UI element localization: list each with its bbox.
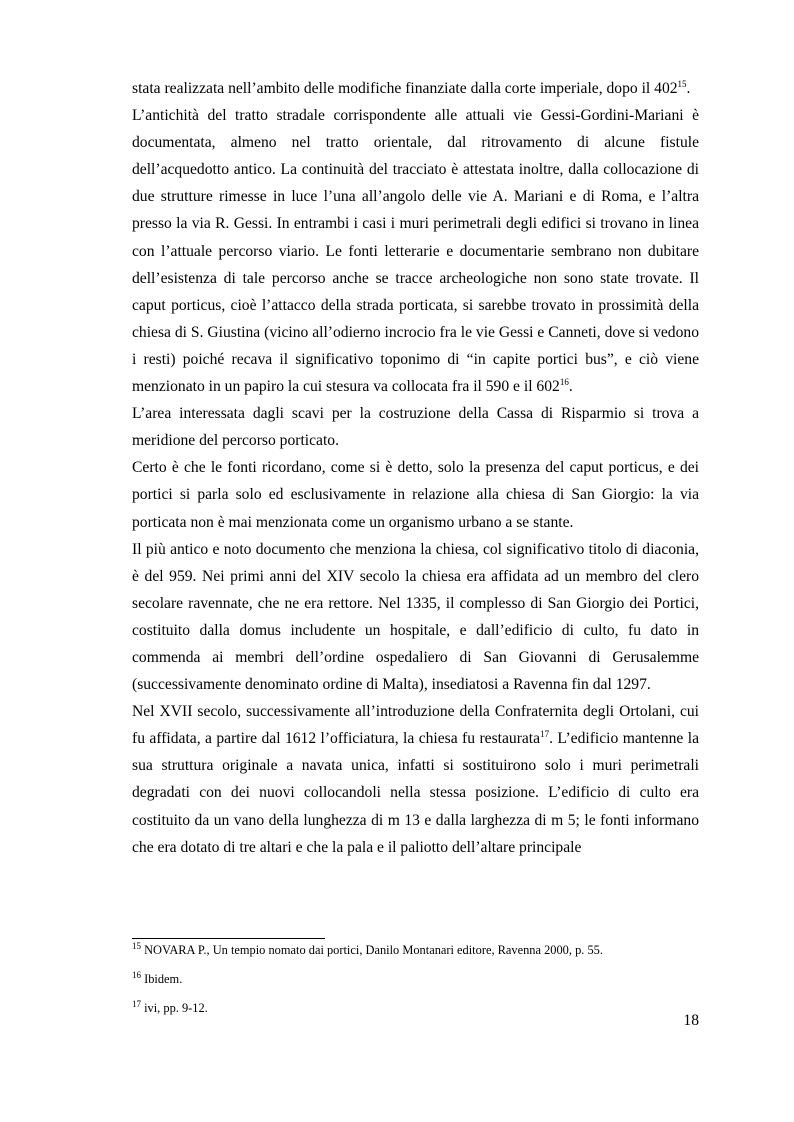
page-number: 18	[683, 1012, 699, 1029]
paragraph-text: .	[686, 80, 691, 97]
paragraph-text: L’area interessata dagli scavi per la costruzione della Cassa di Risparmio si trova a meridione del percorso porticato.	[132, 405, 699, 450]
paragraph-text: Il più antico e noto documento che menziona la chiesa, col significativo titolo di diaconia, è del 959. Nei primi anni del XIV secolo la chiesa era affidata ad un membro del clero secolare ravennate, che ne era rettore. Nel 1335, il complesso di San Giorgio dei Portici, costituito dalla domus includente un hospitale, e dall’edificio di culto, fu dato in commenda ai membri dell’ordine ospedaliero di San Giovanni di Gerusalemme (successivamente denominato ordine di Malta), insediatosi a Ravenna fin dal 1297.	[132, 540, 699, 694]
footnote-reference: 15	[677, 78, 687, 89]
footnote	[132, 969, 699, 987]
paragraph-text: .	[568, 378, 573, 396]
page-body	[132, 75, 699, 861]
paragraph-text: Nel XVII secolo, successivamente all’introduzione della Confraternita degli Ortolani, cui fu affidata, a partire dal 1612 l’officiatura, la chiesa fu restaurata	[132, 703, 699, 748]
paragraph-text: stata realizzata nell’ambito delle modifiche finanziate dalla corte imperiale, dopo il 402	[132, 80, 678, 97]
footnote	[132, 998, 699, 1016]
footnote	[132, 940, 699, 958]
footnote-text: Ibidem.	[141, 972, 183, 986]
footnote-separator	[132, 938, 325, 939]
footnote-number: 15	[132, 940, 141, 951]
footnote-text: ivi, pp. 9-12.	[141, 1001, 208, 1015]
footnote-reference: 17	[540, 729, 550, 740]
footnote-reference: 16	[559, 376, 569, 387]
footnotes	[132, 940, 699, 1016]
paragraph	[132, 102, 699, 400]
body-text	[132, 75, 699, 861]
footnote-number: 17	[132, 998, 141, 1009]
paragraph-text: Certo è che le fonti ricordano, come si è detto, solo la presenza del caput porticus, e dei portici si parla solo ed esclusivamente in relazione alla chiesa di San Giorgio: la via porticata non è mai menzionata come un organismo urbano a se stante.	[132, 459, 699, 531]
paragraph-text: . L’edificio mantenne la sua struttura originale a navata unica, infatti si sostituirono solo i muri perimetrali degradati con dei nuovi collocandoli nella stessa posizione. L’edificio di culto era costituito da un vano della lunghezza di m 13 e dalla larghezza di m 5; le fonti informano che era dotato di tre altari e che la pala e il paliotto dell’altare principale	[132, 730, 699, 856]
paragraph	[132, 75, 699, 102]
footnote-text: NOVARA P., Un tempio nomato dai portici, Danilo Montanari editore, Ravenna 2000, p. 55.	[141, 943, 603, 957]
paragraph-text: L’antichità del tratto stradale corrispondente alle attuali vie Gessi-Gordini-Mariani è documentata, almeno nel tratto orientale, dal ritrovamento di alcune fistule dell’acquedotto antico. La continuità del tracciato è attestata inoltre, dalla collocazione di due strutture rimesse in luce l’una all’angolo delle vie A. Mariani e di Roma, e l’altra presso la via R. Gessi. In entrambi i casi i muri perimetrali degli edifici si trovano in linea con l’attuale percorso viario. Le fonti letterarie e documentarie sembrano non dubitare dell’esistenza di tale percorso anche se tracce archeologiche non sono state trovate. Il caput porticus, cioè l’attacco della strada porticata, si sarebbe trovato in prossimità della chiesa di S. Giustina (vicino all’odierno incrocio fra le vie Gessi e Canneti, dove si vedono i resti) poiché recava il significativo toponimo di “in capite portici bus”, e ciò viene menzionato in un papiro la cui stesura va collocata fra il 590 e il 602	[132, 107, 699, 396]
footnote-number: 16	[132, 969, 141, 980]
paragraph	[132, 536, 699, 699]
paragraph	[132, 698, 699, 861]
paragraph	[132, 454, 699, 535]
paragraph	[132, 400, 699, 454]
